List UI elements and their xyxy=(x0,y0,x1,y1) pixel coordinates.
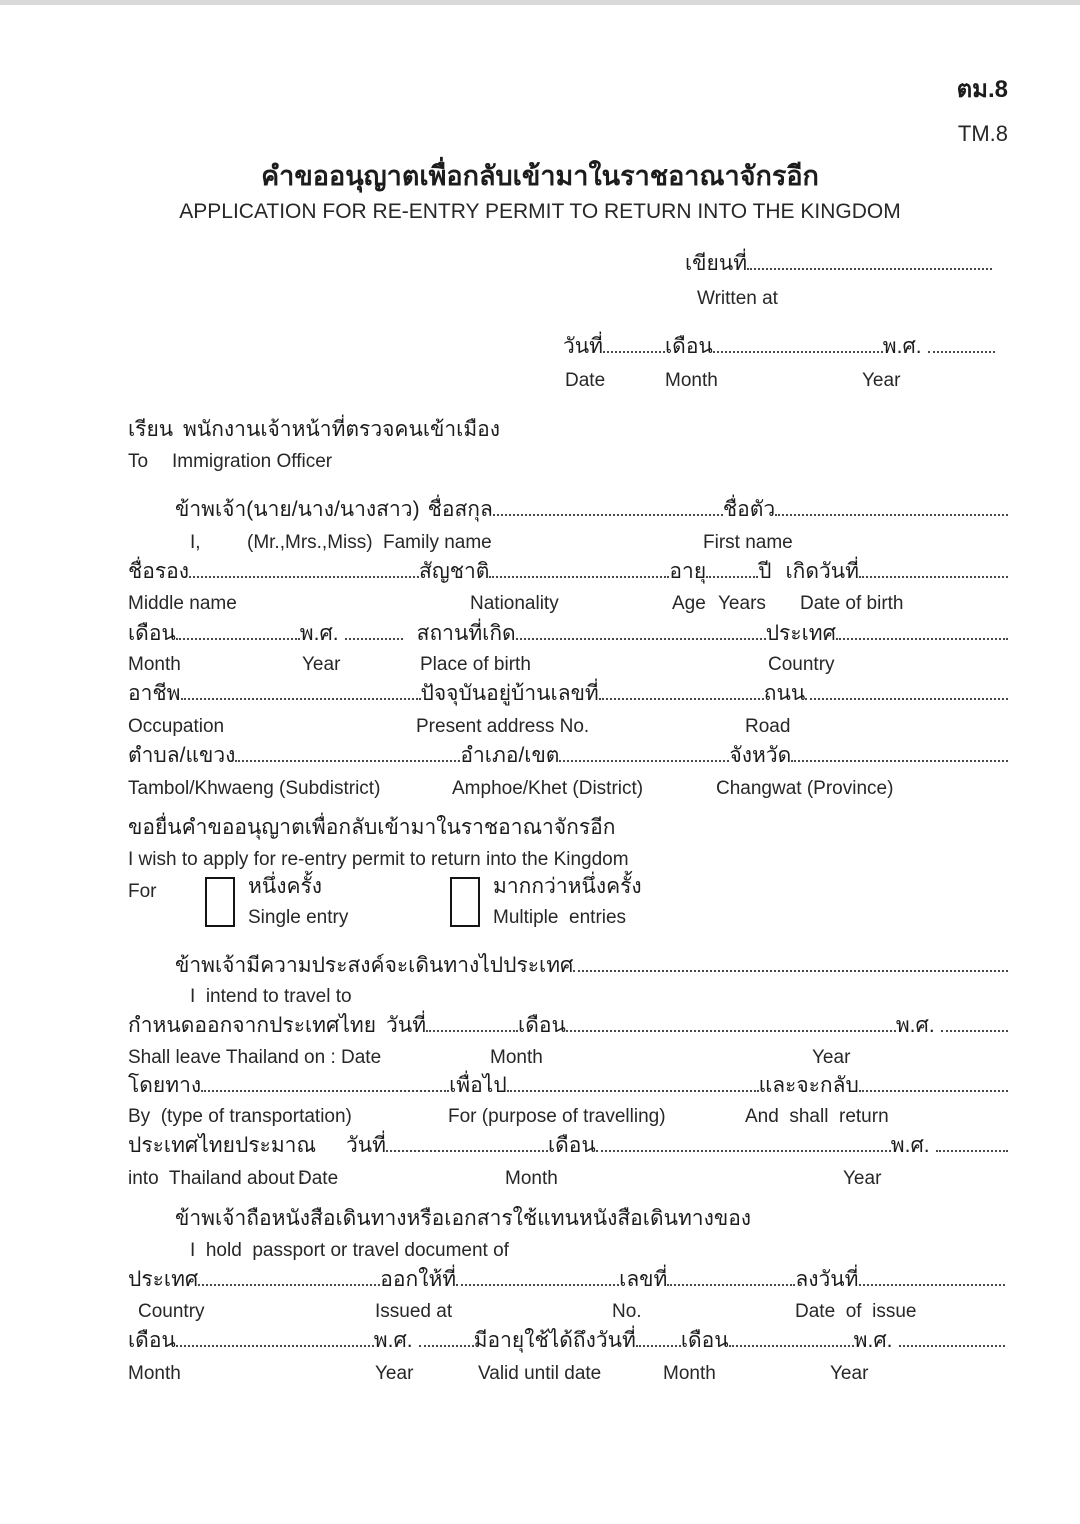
multiple-entries-checkbox[interactable] xyxy=(450,877,480,927)
form-code-thai: ตม.8 xyxy=(956,76,1008,103)
subdistrict-line xyxy=(128,742,1008,770)
birth-month-field[interactable] xyxy=(176,636,300,640)
apply-statement-thai: ขอยื่นคำขออนุญาตเพื่อกลับเข้ามาในราชอาณาจักรอีก xyxy=(128,816,616,839)
passport-no-label-en: No. xyxy=(612,1301,642,1322)
issued-at-field[interactable] xyxy=(456,1282,619,1286)
place-of-birth-label-en: Place of birth xyxy=(420,654,531,675)
year-label-thai: พ.ศ. xyxy=(882,335,922,358)
district-field[interactable] xyxy=(559,758,729,762)
departure-line xyxy=(128,1012,1008,1040)
birth-country-field[interactable] xyxy=(836,636,1008,640)
leave-label-en: Shall leave Thailand on : Date xyxy=(128,1047,382,1068)
valid-year-label-thai: พ.ศ. xyxy=(853,1329,893,1352)
destination-country-field[interactable] xyxy=(573,968,1008,972)
written-at-label: เขียนที่ xyxy=(685,252,748,275)
issue-month-field[interactable] xyxy=(176,1343,374,1347)
subdistrict-field[interactable] xyxy=(235,758,460,762)
valid-month-label-en: Month xyxy=(663,1363,716,1384)
address-label-en: Present address No. xyxy=(416,716,590,737)
multiple-entries-label-thai: มากกว่าหนึ่งครั้ง xyxy=(493,875,642,898)
return-month-label-en: Month xyxy=(505,1168,558,1189)
years-label-en: Years xyxy=(718,593,766,614)
written-date-field[interactable] xyxy=(603,349,665,353)
by-label-thai: โดยทาง xyxy=(128,1074,202,1097)
valid-until-month-field[interactable] xyxy=(729,1343,854,1347)
purpose-label-thai: เพื่อไป xyxy=(449,1074,507,1097)
valid-until-label-thai: มีอายุใช้ได้ถึงวันที่ xyxy=(473,1329,636,1352)
age-field[interactable] xyxy=(706,574,758,578)
birth-month-label-en: Month xyxy=(128,654,181,675)
issue-year-field[interactable] xyxy=(419,1343,474,1347)
birth-date-label-thai: เกิดวันที่ xyxy=(785,560,860,583)
single-entry-checkbox[interactable] xyxy=(205,877,235,927)
departure-year-label-thai: พ.ศ. xyxy=(895,1014,935,1037)
family-name-label-thai: ชื่อสกุล xyxy=(427,498,493,521)
middle-name-field[interactable] xyxy=(189,574,419,578)
salutation-officer-en: Immigration Officer xyxy=(172,451,333,472)
date-label-thai: วันที่ xyxy=(563,335,603,358)
departure-date-field[interactable] xyxy=(426,1028,518,1032)
middle-name-label-en: Middle name xyxy=(128,593,237,614)
written-month-field[interactable] xyxy=(713,349,883,353)
middle-name-line xyxy=(128,558,1008,586)
passport-country-field[interactable] xyxy=(198,1282,380,1286)
district-label-thai: อำเภอ/เขต xyxy=(460,744,560,767)
nationality-label-thai: สัญชาติ xyxy=(419,560,490,583)
passport-line xyxy=(128,1266,1005,1294)
valid-until-label-en: Valid until date xyxy=(478,1363,602,1384)
age-label-en: Age xyxy=(672,593,706,614)
birth-year-label-en: Year xyxy=(302,654,341,675)
leave-label-thai: กำหนดออกจากประเทศไทย xyxy=(128,1014,377,1037)
salutation-to-en: To xyxy=(128,451,149,472)
destination-line xyxy=(175,952,1008,980)
issue-date-field[interactable] xyxy=(859,1282,1005,1286)
family-name-label-en: Family name xyxy=(383,532,492,553)
purpose-field[interactable] xyxy=(507,1088,759,1092)
return-month-label-thai: เดือน xyxy=(547,1134,596,1157)
departure-year-field[interactable] xyxy=(941,1028,1008,1032)
intend-label-thai: ข้าพเจ้ามีความประสงค์จะเดินทางไปประเทศ xyxy=(175,954,574,977)
birth-year-field[interactable] xyxy=(345,636,403,640)
place-of-birth-label-thai: สถานที่เกิด xyxy=(416,622,516,645)
intend-label-en: I intend to travel to xyxy=(190,986,352,1007)
issued-at-label-en: Issued at xyxy=(375,1301,453,1322)
first-name-label-en: First name xyxy=(703,532,793,553)
birth-place-line xyxy=(128,620,1008,648)
issue-date-label-thai: ลงวันที่ xyxy=(795,1268,859,1291)
road-field[interactable] xyxy=(805,696,1008,700)
header-date-line xyxy=(563,333,995,361)
transport-field[interactable] xyxy=(201,1088,449,1092)
i-label-en: I, xyxy=(190,532,201,553)
issue-date-label-en: Date of issue xyxy=(795,1301,917,1322)
place-of-birth-field[interactable] xyxy=(516,636,766,640)
single-entry-label-thai: หนึ่งครั้ง xyxy=(248,875,323,898)
birth-date-field[interactable] xyxy=(859,574,1008,578)
single-entry-label-en: Single entry xyxy=(248,907,349,928)
hold-passport-thai: ข้าพเจ้าถือหนังสือเดินทางหรือเอกสารใช้แทนหนังสือเดินทางของ xyxy=(175,1207,752,1230)
valid-year-label-en: Year xyxy=(830,1363,869,1384)
return-month-field[interactable] xyxy=(596,1148,891,1152)
return-date-label-thai: วันที่ xyxy=(345,1134,386,1157)
family-name-field[interactable] xyxy=(493,512,723,516)
issued-at-label-thai: ออกให้ที่ xyxy=(380,1268,457,1291)
departure-month-label-en: Month xyxy=(490,1047,543,1068)
into-label-en: into Thailand about : xyxy=(128,1168,306,1189)
purpose-label-en: For (purpose of travelling) xyxy=(448,1106,666,1127)
occupation-line xyxy=(128,680,1008,708)
form-code-en: TM.8 xyxy=(957,121,1008,146)
by-label-en: By (type of transportation) xyxy=(128,1106,352,1127)
middle-name-label-thai: ชื่อรอง xyxy=(128,560,190,583)
passport-no-field[interactable] xyxy=(667,1282,795,1286)
departure-date-label-thai: วันที่ xyxy=(386,1014,427,1037)
issue-year-label-thai: พ.ศ. xyxy=(373,1329,413,1352)
return-year-field[interactable] xyxy=(936,1148,1008,1152)
address-label-thai: ปัจจุบันอยู่บ้านเลขที่ xyxy=(420,682,599,705)
birth-year-label-thai: พ.ศ. xyxy=(299,622,339,645)
for-label: For xyxy=(128,881,157,902)
district-label-en: Amphoe/Khet (District) xyxy=(452,778,644,799)
return-field[interactable] xyxy=(859,1088,1008,1092)
occupation-label-thai: อาชีพ xyxy=(128,682,181,705)
into-label-thai: ประเทศไทยประมาณ xyxy=(128,1134,316,1157)
valid-month-label-thai: เดือน xyxy=(680,1329,729,1352)
occupation-label-en: Occupation xyxy=(128,716,225,737)
subdistrict-label-thai: ตำบล/แขวง xyxy=(128,744,236,767)
year-label-en: Year xyxy=(862,370,901,391)
written-at-field[interactable] xyxy=(747,266,992,270)
written-at-line xyxy=(685,250,992,278)
return-year-label-en: Year xyxy=(843,1168,882,1189)
road-label-thai: ถนน xyxy=(763,682,806,705)
return-label-en: And shall return xyxy=(745,1106,889,1127)
years-label-thai: ปี xyxy=(758,560,772,583)
province-field[interactable] xyxy=(791,758,1008,762)
written-year-field[interactable] xyxy=(928,349,995,353)
issue-month-label-thai: เดือน xyxy=(128,1329,176,1352)
passport-no-label-thai: เลขที่ xyxy=(619,1268,668,1291)
departure-year-label-en: Year xyxy=(812,1047,851,1068)
valid-until-date-field[interactable] xyxy=(636,1343,681,1347)
departure-month-field[interactable] xyxy=(566,1028,896,1032)
salutation-officer-thai: พนักงานเจ้าหน้าที่ตรวจคนเข้าเมือง xyxy=(183,418,501,441)
page-top-border xyxy=(0,0,1080,5)
return-label-thai: และจะกลับ xyxy=(758,1074,859,1097)
salutation-to-thai: เรียน xyxy=(128,418,174,441)
nationality-label-en: Nationality xyxy=(470,593,559,614)
birth-country-label-en: Country xyxy=(768,654,835,675)
address-no-field[interactable] xyxy=(599,696,764,700)
issue-month-label-en: Month xyxy=(128,1363,181,1384)
return-date-field[interactable] xyxy=(386,1148,548,1152)
birth-month-label-thai: เดือน xyxy=(128,622,176,645)
form-title-en: APPLICATION FOR RE-ENTRY PERMIT TO RETURN INTO THE KINGDOM xyxy=(179,200,901,223)
subdistrict-label-en: Tambol/Khwaeng (Subdistrict) xyxy=(128,778,381,799)
passport-country-label-en: Country xyxy=(138,1301,205,1322)
return-year-label-thai: พ.ศ. xyxy=(890,1134,930,1157)
birth-country-label-thai: ประเทศ xyxy=(765,622,836,645)
return-date-label-en: Date xyxy=(298,1168,339,1189)
occupation-field[interactable] xyxy=(181,696,421,700)
validity-line xyxy=(128,1327,1005,1355)
issue-year-label-en: Year xyxy=(375,1363,414,1384)
form-title-thai: คำขออนุญาตเพื่อกลับเข้ามาในราชอาณาจักรอีก xyxy=(261,161,819,191)
age-label-thai: อายุ xyxy=(669,560,707,583)
transport-line xyxy=(128,1072,1008,1100)
nationality-field[interactable] xyxy=(489,574,669,578)
date-label-en: Date xyxy=(565,370,606,391)
title-options-en: (Mr.,Mrs.,Miss) xyxy=(247,532,373,553)
hold-passport-en: I hold passport or travel document of xyxy=(190,1240,509,1261)
passport-country-label-thai: ประเทศ xyxy=(128,1268,199,1291)
departure-month-label-thai: เดือน xyxy=(518,1014,566,1037)
apply-statement-en: I wish to apply for re-entry permit to return into the Kingdom xyxy=(128,849,629,870)
province-label-en: Changwat (Province) xyxy=(716,778,894,799)
first-name-label-thai: ชื่อตัว xyxy=(722,498,776,521)
i-label-thai: ข้าพเจ้า(นาย/นาง/นางสาว) xyxy=(175,498,420,521)
road-label-en: Road xyxy=(745,716,791,737)
written-at-en: Written at xyxy=(697,288,778,309)
birth-date-label-en: Date of birth xyxy=(800,593,904,614)
valid-until-year-field[interactable] xyxy=(899,1343,1006,1347)
month-label-thai: เดือน xyxy=(665,335,713,358)
name-line xyxy=(175,496,1008,524)
multiple-entries-label-en: Multiple entries xyxy=(493,907,627,928)
province-label-thai: จังหวัด xyxy=(729,744,792,767)
month-label-en: Month xyxy=(665,370,718,391)
return-date-line xyxy=(128,1132,1008,1160)
first-name-field[interactable] xyxy=(775,512,1008,516)
